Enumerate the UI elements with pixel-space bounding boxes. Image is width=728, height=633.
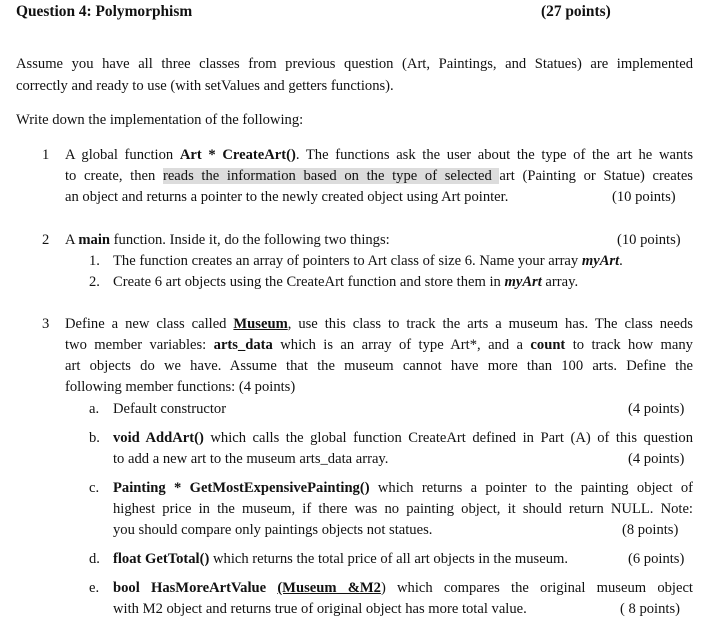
- page-title: Question 4: Polymorphism: [16, 3, 193, 20]
- q2-line-1: [65, 231, 390, 249]
- q2-points: (10 points): [617, 232, 681, 248]
- q1-highlighted-text: reads the information based on the type of selected: [162, 168, 500, 184]
- instruction: Write down the implementation of the following:: [16, 112, 304, 128]
- q3-item-c-letter: c.: [89, 480, 100, 496]
- q3-item-d-letter: d.: [89, 551, 100, 567]
- q2-main-keyword: main: [78, 232, 111, 248]
- q3-line-3: art objects do we have. Assume that the museum cannot have more than 100 arts. Define the: [65, 358, 693, 374]
- q2-number: 2: [42, 232, 50, 248]
- q1-text-b: . The functions ask the user about the type of the art he wants: [295, 147, 693, 163]
- q1-number: 1: [42, 147, 50, 163]
- q1-points: (10 points): [612, 189, 676, 205]
- q3-text-a: Define a new class called: [65, 316, 234, 332]
- q2-text-a: A: [65, 232, 79, 248]
- q1-text-c: to create, then: [65, 168, 163, 184]
- q3-item-e-line-2: with M2 object and returns true of original object has more total value.: [113, 601, 527, 617]
- q2-item-2: [113, 273, 578, 291]
- q2-item-2-text: Create 6 art objects using the CreateArt function and store them in: [113, 274, 505, 290]
- q2-item-2-number: 2.: [89, 274, 100, 290]
- q3-item-d-points: (6 points): [628, 551, 685, 567]
- total-points: (27 points): [541, 3, 611, 20]
- q3-item-b-code: void AddArt(): [113, 430, 204, 446]
- q1-line-1: [65, 146, 693, 164]
- q1-line-3: an object and returns a pointer to the newly created object using Art pointer.: [65, 189, 509, 205]
- q2-item-1-end: .: [619, 253, 623, 269]
- q3-item-b-letter: b.: [89, 430, 100, 446]
- q2-text-b: function. Inside it, do the following two things:: [110, 232, 390, 248]
- q3-item-a-text: Default constructor: [113, 401, 227, 417]
- q3-var-arts-data: arts_data: [213, 337, 273, 353]
- q3-line-2: [65, 336, 693, 354]
- q3-item-d-line: [113, 550, 568, 568]
- q3-var-count: count: [530, 337, 566, 353]
- q1-function-signature: Art * CreateArt(): [179, 147, 296, 163]
- q2-item-1-var: myArt: [581, 253, 620, 269]
- q3-line-4: following member functions: (4 points): [65, 379, 296, 395]
- q3-item-e-text: ) which compares the original museum object: [380, 580, 693, 596]
- q3-item-e-points: ( 8 points): [620, 601, 680, 617]
- intro-line-2: correctly and ready to use (with setValues and getters functions).: [16, 78, 394, 94]
- q3-text-e: to track how many: [565, 337, 693, 353]
- q2-item-1: [113, 252, 623, 270]
- q1-text-d: art (Painting or Statue) creates: [499, 168, 693, 184]
- q3-text-c: two member variables:: [65, 337, 214, 353]
- q3-item-d-code: float GetTotal(): [113, 551, 210, 567]
- q3-line-1: [65, 315, 693, 333]
- q2-item-1-number: 1.: [89, 253, 100, 269]
- q3-item-c-function: GetMostExpensivePainting(): [189, 480, 370, 496]
- q1-text-a: A global function: [65, 147, 180, 163]
- q2-item-1-text: The function creates an array of pointers to Art class of size 6. Name your array: [113, 253, 582, 269]
- q3-number: 3: [42, 316, 50, 332]
- q3-item-e-param: (Museum &M2: [277, 580, 381, 596]
- q3-item-c-line-2: highest price in the museum, if there was no painting object, it should return NULL. Note:: [113, 501, 693, 517]
- intro-line-1: Assume you have all three classes from previous question (Art, Paintings, and Statues) are implemented: [16, 56, 693, 72]
- q3-item-c-line-1: [113, 479, 693, 497]
- q3-item-b-line-2: to add a new art to the museum arts_data array.: [113, 451, 389, 467]
- q3-item-d-text: which returns the total price of all art objects in the museum.: [209, 551, 568, 567]
- q3-item-e-code: bool HasMoreArtValue: [113, 580, 267, 596]
- q1-line-2: [65, 167, 693, 185]
- q3-item-e-letter: e.: [89, 580, 100, 596]
- q2-item-2-end: array.: [541, 274, 579, 290]
- q2-item-2-var: myArt: [504, 274, 542, 290]
- q3-item-c-points: (8 points): [622, 522, 679, 538]
- q3-text-d: which is an array of type Art*, and a: [272, 337, 531, 353]
- q3-item-a-points: (4 points): [628, 401, 685, 417]
- q3-item-b-points: (4 points): [628, 451, 685, 467]
- q3-item-e-line-1: [113, 579, 693, 597]
- q3-item-c-line-3: you should compare only paintings objects not statues.: [113, 522, 433, 538]
- q3-item-c-return-type: Painting *: [113, 480, 190, 496]
- q3-text-b: , use this class to track the arts a museum has. The class needs: [287, 316, 693, 332]
- q3-item-a-letter: a.: [89, 401, 100, 417]
- q3-item-b-text: which calls the global function CreateArt defined in Part (A) of this question: [203, 430, 693, 446]
- q3-item-b-line-1: [113, 429, 693, 447]
- q3-class-name: Museum: [233, 316, 288, 332]
- q3-item-c-text: which returns a pointer to the painting object of: [369, 480, 693, 496]
